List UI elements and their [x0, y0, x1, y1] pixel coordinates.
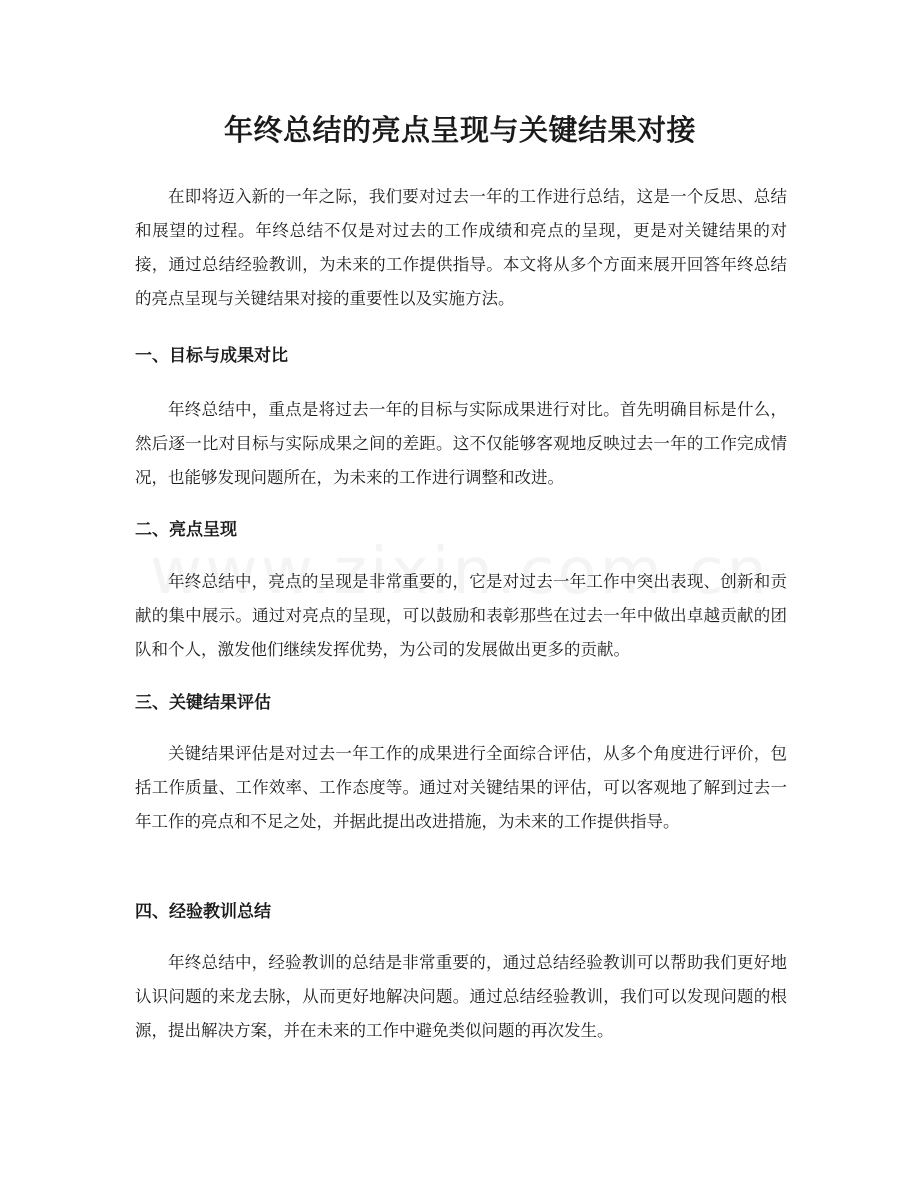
- document-title: 年终总结的亮点呈现与关键结果对接: [223, 113, 696, 147]
- section-heading-2: 二、亮点呈现: [135, 520, 237, 540]
- section-heading-4: 四、经验教训总结: [135, 902, 271, 922]
- intro-paragraph: 在即将迈入新的一年之际，我们要对过去一年的工作进行总结，这是一个反思、总结和展望的过程。年终总结不仅是对过去的工作成绩和亮点的呈现，更是对关键结果的对接，通过总结经验教训，为未来的工作提供指导。本文将从多个方面来展开回答年终总结的亮点呈现与关键结果对接的重要性以及实施方法。: [135, 187, 787, 308]
- section-heading-1: 一、目标与成果对比: [135, 346, 288, 366]
- section-heading-3: 三、关键结果评估: [135, 693, 271, 713]
- section-body-3: 关键结果评估是对过去一年工作的成果进行全面综合评估，从多个角度进行评价，包括工作质量、工作效率、工作态度等。通过对关键结果的评估，可以客观地了解到过去一年工作的亮点和不足之处，并据此提出改进措施，为未来的工作提供指导。: [135, 744, 787, 831]
- section-body-2: 年终总结中，亮点的呈现是非常重要的，它是对过去一年工作中突出表现、创新和贡献的集中展示。通过对亮点的呈现，可以鼓励和表彰那些在过去一年中做出卓越贡献的团队和个人，激发他们继续发挥优势，为公司的发展做出更多的贡献。: [135, 572, 787, 659]
- section-body-4: 年终总结中，经验教训的总结是非常重要的，通过总结经验教训可以帮助我们更好地认识问题的来龙去脉，从而更好地解决问题。通过总结经验教训，我们可以发现问题的根源，提出解决方案，并在未来的工作中避免类似问题的再次发生。: [135, 953, 787, 1040]
- section-body-1: 年终总结中，重点是将过去一年的目标与实际成果进行对比。首先明确目标是什么，然后逐一比对目标与实际成果之间的差距。这不仅能够客观地反映过去一年的工作完成情况，也能够发现问题所在，为未来的工作进行调整和改进。: [135, 400, 787, 487]
